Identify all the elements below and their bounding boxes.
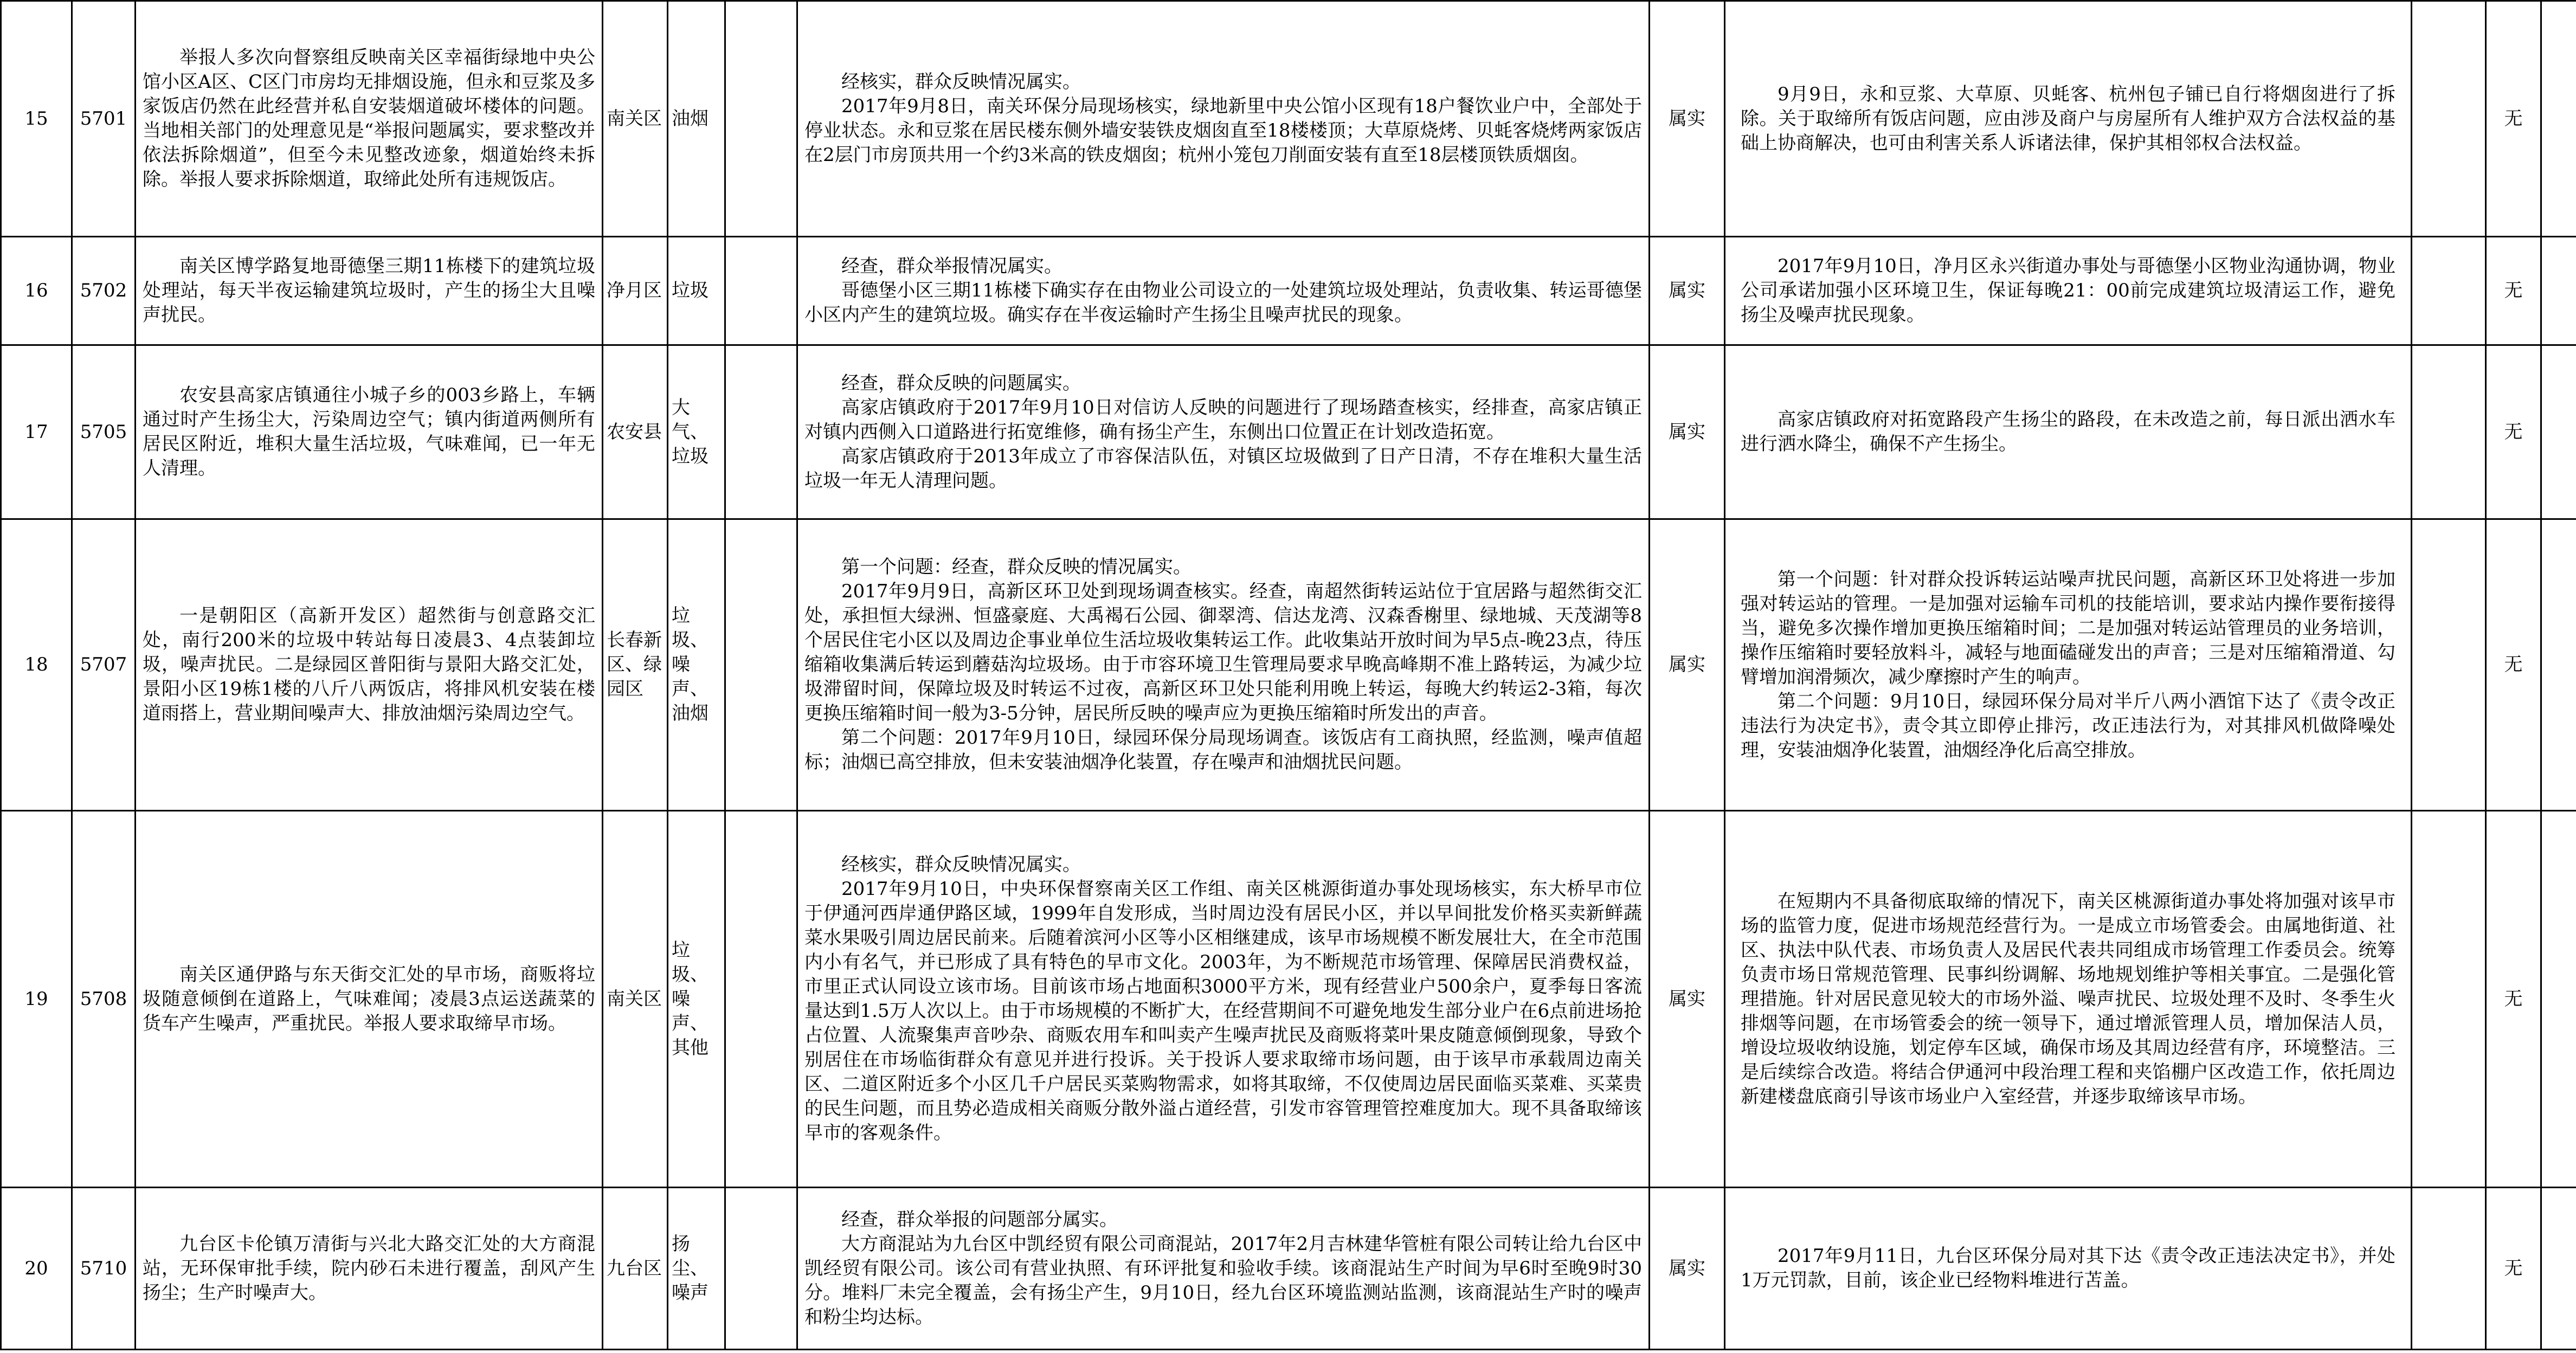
complaint-content-cell	[136, 1188, 603, 1350]
complaint-content-cell	[136, 237, 603, 345]
action-paragraph: 高家店镇政府对拓宽路段产生扬尘的路段，在未改造之前，每日派出洒水车进行洒水降尘，确保不产生扬尘。	[1741, 409, 2395, 455]
row-number-cell: 5708	[72, 811, 136, 1188]
result-paragraph: 高家店镇政府于2013年成立了市容保洁队伍，对镇区垃圾做到了日产日清，不存在堆积大量生活垃圾一年无人清理问题。	[804, 445, 1642, 492]
accountability-cell: 无	[2486, 345, 2541, 519]
action-paragraph: 第一个问题：针对群众投诉转运站噪声扰民问题，高新区环卫处将进一步加强对转运站的管理。一是加强对运输车司机的技能培训，要求站内操作要衔接得当，避免多次操作增加更换压缩箱时间；二是加强对转运站管理员的业务培训，操作压缩箱时要轻放料斗，减轻与地面磕碰发出的声音；三是对压缩箱滑道、勾臂增加润滑频次，减少摩擦时产生的响声。	[1741, 568, 2395, 688]
row-seq-cell: 20	[1, 1188, 72, 1350]
blank-cell	[2541, 1188, 2576, 1350]
blank-cell	[725, 1188, 797, 1350]
accountability-cell: 无	[2486, 519, 2541, 811]
district-cell: 长春新区、绿园区	[603, 519, 668, 811]
row-number-cell: 5707	[72, 519, 136, 811]
row-seq-cell: 19	[1, 811, 72, 1188]
pollution-type-cell: 油烟	[668, 1, 725, 237]
blank-cell	[2412, 811, 2486, 1188]
result-paragraph: 第二个问题：2017年9月10日，绿园环保分局现场调查。该饭店有工商执照，经监测，噪声值超标；油烟已高空排放，但未安装油烟净化装置，存在噪声和油烟扰民问题。	[804, 727, 1642, 773]
district-cell: 南关区	[603, 1, 668, 237]
action-taken-cell	[1725, 811, 2412, 1188]
action-paragraph: 在短期内不具备彻底取缔的情况下，南关区桃源街道办事处将加强对该早市场的监管力度，促进市场规范经营行为。一是成立市场管委会。由属地街道、社区、执法中队代表、市场负责人及居民代表共同组成市场管理工作委员会。统筹负责市场日常规范管理、民事纠纷调解、场地规划维护等相关事宜。二是强化管理措施。针对居民意见较大的市场外溢、噪声扰民、垃圾处理不及时、冬季生火排烟等问题，在市场管委会的统一领导下，通过增派管理人员，增加保洁人员，增设垃圾收纳设施，划定停车区域，确保市场及其周边经营有序，环境整洁。三是后续综合改造。将结合伊通河中段治理工程和夹馅棚户区改造工作，依托周边新建楼盘底商引导该市场业户入室经营，并逐步取缔该早市场。	[1741, 890, 2395, 1107]
blank-cell	[725, 237, 797, 345]
complaint-content-cell	[136, 1, 603, 237]
result-paragraph: 哥德堡小区三期11栋楼下确实存在由物业公司设立的一处建筑垃圾处理站，负责收集、转运哥德堡小区内产生的建筑垃圾。确实存在半夜运输时产生扬尘且噪声扰民的现象。	[804, 280, 1642, 326]
complaint-text: 九台区卡伦镇万清街与兴北大路交汇处的大方商混站，无环保审批手续，院内砂石未进行覆盖，刮风产生扬尘；生产时噪声大。	[143, 1233, 595, 1304]
row-seq-cell: 16	[1, 237, 72, 345]
district-cell: 农安县	[603, 345, 668, 519]
table-body	[1, 1, 2576, 1350]
result-paragraph: 2017年9月8日，南关环保分局现场核实，绿地新里中央公馆小区现有18户餐饮业户中，全部处于停业状态。永和豆浆在居民楼东侧外墙安装铁皮烟囱直至18楼楼顶；大草原烧烤、贝蚝客烧烤两家饭店在2层门市房顶共用一个约3米高的铁皮烟囱；杭州小笼包刀削面安装有直至18层楼顶铁质烟囱。	[804, 95, 1642, 166]
action-paragraph: 第二个问题：9月10日，绿园环保分局对半斤八两小酒馆下达了《责令改正违法行为决定书》，责令其立即停止排污，改正违法行为，对其排风机做降噪处理，安装油烟净化装置，油烟经净化后高空排放。	[1741, 690, 2395, 761]
blank-cell	[2412, 1188, 2486, 1350]
district-cell: 九台区	[603, 1188, 668, 1350]
table-row	[1, 519, 2576, 811]
pollution-type-cell: 垃圾	[668, 237, 725, 345]
complaint-text: 南关区通伊路与东天街交汇处的早市场，商贩将垃圾随意倾倒在道路上，气味难闻；凌晨3点运送蔬菜的货车产生噪声，严重扰民。举报人要求取缔早市场。	[143, 963, 595, 1034]
blank-cell	[725, 1, 797, 237]
row-number-cell: 5701	[72, 1, 136, 237]
row-number-cell: 5702	[72, 237, 136, 345]
verdict-cell: 属实	[1650, 1188, 1725, 1350]
blank-cell	[725, 811, 797, 1188]
result-paragraph: 第一个问题：经查，群众反映的情况属实。	[841, 556, 1192, 578]
result-paragraph: 经核实，群众反映情况属实。	[841, 71, 1081, 93]
action-taken-cell	[1725, 1, 2412, 237]
investigation-result-cell	[797, 345, 1650, 519]
complaint-text: 一是朝阳区（高新开发区）超然街与创意路交汇处，南行200米的垃圾中转站每日凌晨3、4点装卸垃圾，噪声扰民。二是绿园区普阳街与景阳大路交汇处，景阳小区19栋1楼的八斤八两饭店，将排风机安装在楼道雨搭上，营业期间噪声大、排放油烟污染周边空气。	[143, 605, 595, 724]
complaint-text: 南关区博学路复地哥德堡三期11栋楼下的建筑垃圾处理站，每天半夜运输建筑垃圾时，产生的扬尘大且噪声扰民。	[143, 255, 595, 326]
table-row	[1, 1188, 2576, 1350]
blank-cell	[2412, 345, 2486, 519]
action-taken-cell	[1725, 519, 2412, 811]
complaint-content-cell	[136, 345, 603, 519]
result-paragraph: 2017年9月10日，中央环保督察南关区工作组、南关区桃源街道办事处现场核实，东大桥早市位于伊通河西岸通伊路区域，1999年自发形成，当时周边没有居民小区，并以早间批发价格买卖新鲜蔬菜水果吸引周边居民前来。后随着滨河小区等小区相继建成，该早市场规模不断发展壮大，在全市范围内小有名气，并已形成了具有特色的早市文化。2003年，为不断规范市场管理、保障居民消费权益，市里正式认同设立该市场。目前该市场占地面积3000平方米，现有经营业户500余户，夏季每日客流量达到1.5万人次以上。由于市场规模的不断扩大，在经营期间不可避免地发生部分业户在6点前进场抢占位置、人流聚集声音吵杂、商贩农用车和叫卖产生噪声扰民及商贩将菜叶果皮随意倾倒现象，导致个别居住在市场临街群众有意见并进行投诉。关于投诉人要求取缔市场问题，由于该早市承载周边南关区、二道区附近多个小区几千户居民买菜购物需求，如将其取缔，不仅使周边居民面临买菜难、买菜贵的民生问题，而且势必造成相关商贩分散外溢占道经营，引发市容管理管控难度加大。现不具备取缔该早市的客观条件。	[804, 878, 1642, 1144]
accountability-cell: 无	[2486, 811, 2541, 1188]
row-seq-cell: 15	[1, 1, 72, 237]
pollution-type-cell: 垃圾、噪声、油烟	[668, 519, 725, 811]
verdict-cell: 属实	[1650, 519, 1725, 811]
result-paragraph: 2017年9月9日，高新区环卫处到现场调查核实。经查，南超然街转运站位于宜居路与超然街交汇处，承担恒大绿洲、恒盛豪庭、大禹褐石公园、御翠湾、信达龙湾、汉森香榭里、绿地城、天茂湖等8个居民住宅小区以及周边企事业单位生活垃圾收集转运工作。此收集站开放时间为早5点-晚23点，待压缩箱收集满后转运到蘑菇沟垃圾场。由于市容环境卫生管理局要求早晚高峰期不准上路转运，为减少垃圾滞留时间，保障垃圾及时转运不过夜，高新区环卫处只能利用晚上转运，每晚大约转运2-3箱，每次更换压缩箱时间一般为3-5分钟，居民所反映的噪声应为更换压缩箱时所发出的声音。	[804, 581, 1642, 724]
accountability-cell: 无	[2486, 237, 2541, 345]
complaint-text: 农安县高家店镇通往小城子乡的003乡路上，车辆通过时产生扬尘大，污染周边空气；镇内街道两侧所有居民区附近，堆积大量生活垃圾，气味难闻，已一年无人清理。	[143, 384, 595, 479]
blank-cell	[2541, 519, 2576, 811]
complaint-content-cell	[136, 811, 603, 1188]
row-number-cell: 5710	[72, 1188, 136, 1350]
investigation-result-cell	[797, 1188, 1650, 1350]
complaint-content-cell	[136, 519, 603, 811]
action-paragraph: 9月9日，永和豆浆、大草原、贝蚝客、杭州包子铺已自行将烟囱进行了拆除。关于取缔所有饭店问题，应由涉及商户与房屋所有人维护双方合法权益的基础上协商解决，也可由利害关系人诉诸法律，保护其相邻权合法权益。	[1741, 83, 2395, 154]
action-taken-cell	[1725, 345, 2412, 519]
blank-cell	[2541, 237, 2576, 345]
verdict-cell: 属实	[1650, 811, 1725, 1188]
verdict-cell: 属实	[1650, 237, 1725, 345]
result-paragraph: 大方商混站为九台区中凯经贸有限公司商混站，2017年2月吉林建华管桩有限公司转让给九台区中凯经贸有限公司。该公司有营业执照、有环评批复和验收手续。该商混站生产时间为早6时至晚9时30分。堆料厂未完全覆盖，会有扬尘产生，9月10日，经九台区环境监测站监测，该商混站生产时的噪声和粉尘均达标。	[804, 1233, 1642, 1328]
district-cell: 南关区	[603, 811, 668, 1188]
pollution-type-cell: 大气、垃圾	[668, 345, 725, 519]
result-paragraph: 经查，群众反映的问题属实。	[841, 372, 1081, 394]
blank-cell	[2412, 237, 2486, 345]
investigation-result-cell	[797, 237, 1650, 345]
blank-cell	[2541, 345, 2576, 519]
accountability-cell: 无	[2486, 1, 2541, 237]
pollution-type-cell: 垃圾、噪声、其他	[668, 811, 725, 1188]
row-number-cell: 5705	[72, 345, 136, 519]
investigation-result-cell	[797, 1, 1650, 237]
row-seq-cell: 18	[1, 519, 72, 811]
table-row	[1, 1, 2576, 237]
blank-cell	[2412, 1, 2486, 237]
verdict-cell: 属实	[1650, 345, 1725, 519]
action-taken-cell	[1725, 237, 2412, 345]
result-paragraph: 经查，群众举报的问题部分属实。	[841, 1208, 1118, 1230]
complaint-text: 举报人多次向督察组反映南关区幸福街绿地中央公馆小区A区、C区门市房均无排烟设施，但永和豆浆及多家饭店仍然在此经营并私自安装烟道破坏楼体的问题。当地相关部门的处理意见是“举报问题属实，要求整改并依法拆除烟道”，但至今未见整改迹象，烟道始终未拆除。举报人要求拆除烟道，取缔此处所有违规饭店。	[143, 47, 595, 190]
blank-cell	[725, 345, 797, 519]
action-paragraph: 2017年9月10日，净月区永兴街道办事处与哥德堡小区物业沟通协调，物业公司承诺加强小区环境卫生，保证每晚21：00前完成建筑垃圾清运工作，避免扬尘及噪声扰民现象。	[1741, 255, 2395, 326]
blank-cell	[2541, 1, 2576, 237]
action-taken-cell	[1725, 1188, 2412, 1350]
investigation-result-cell	[797, 519, 1650, 811]
result-paragraph: 经查，群众举报情况属实。	[841, 255, 1062, 277]
row-seq-cell: 17	[1, 345, 72, 519]
blank-cell	[2541, 811, 2576, 1188]
blank-cell	[2412, 519, 2486, 811]
verdict-cell: 属实	[1650, 1, 1725, 237]
investigation-result-cell	[797, 811, 1650, 1188]
action-paragraph: 2017年9月11日，九台区环保分局对其下达《责令改正违法决定书》，并处1万元罚款，目前，该企业已经物料堆进行苫盖。	[1741, 1245, 2395, 1291]
blank-cell	[725, 519, 797, 811]
table-row	[1, 345, 2576, 519]
result-paragraph: 经核实，群众反映情况属实。	[841, 854, 1081, 875]
result-paragraph: 高家店镇政府于2017年9月10日对信访人反映的问题进行了现场踏查核实，经排查，高家店镇正对镇内西侧入口道路进行拓宽维修，确有扬尘产生，东侧出口位置正在计划改造拓宽。	[804, 396, 1642, 443]
table-row	[1, 811, 2576, 1188]
table-row	[1, 237, 2576, 345]
accountability-cell: 无	[2486, 1188, 2541, 1350]
pollution-type-cell: 扬尘、噪声	[668, 1188, 725, 1350]
district-cell: 净月区	[603, 237, 668, 345]
